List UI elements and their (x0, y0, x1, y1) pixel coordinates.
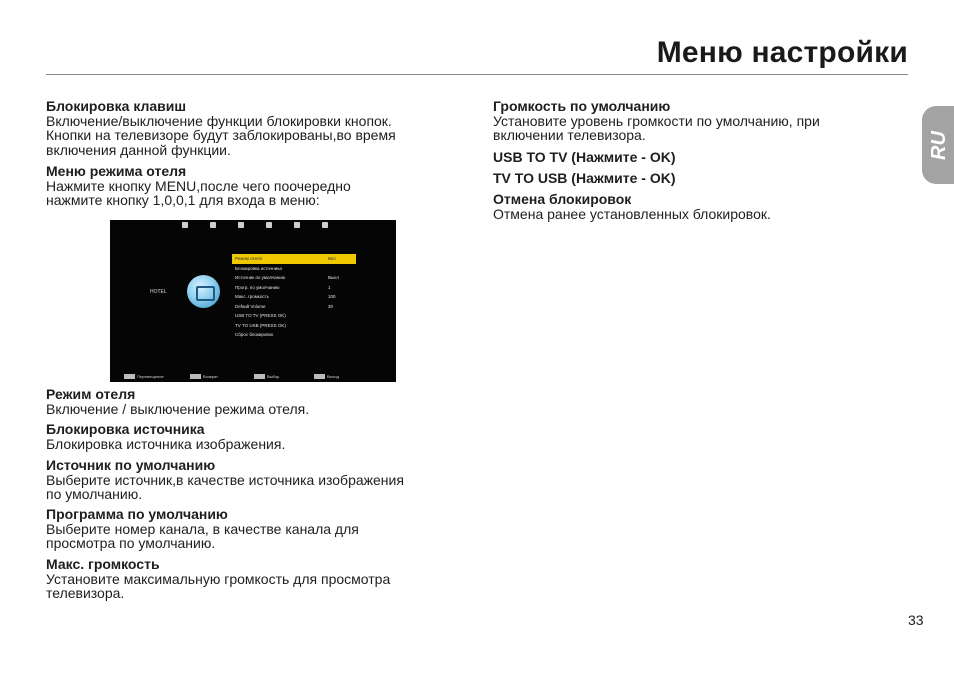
tv-menu-row: TV TO USB (PRESS OK) (235, 322, 286, 328)
section-heading: Отмена блокировок (493, 191, 632, 207)
section-usb-to-tv (493, 150, 676, 165)
section-hotel-mode (46, 387, 309, 416)
sound-icon (210, 222, 216, 228)
section-default-source (46, 458, 404, 502)
tv-menu-list (232, 254, 356, 340)
section-text: Включение/выключение функции блокировки кнопок. (46, 112, 392, 129)
tv-menu-row: Макс. громкость 100 (235, 294, 336, 299)
section-text: Отмена ранее установленных блокировок. (493, 205, 771, 222)
section-heading: USB TO TV (Нажмите - OK) (493, 149, 676, 165)
tv-menu-row: Прогр. по умолчанию 1 (235, 284, 331, 290)
section-default-program (46, 507, 359, 551)
section-heading: Блокировка клавиш (46, 98, 187, 114)
section-text: по умолчанию. (46, 486, 143, 502)
section-heading: Громкость по умолчанию (493, 98, 671, 114)
section-source-lock (46, 422, 285, 451)
tv-menu-row: Сброс блокировок (235, 332, 274, 337)
language-label: RU (928, 131, 950, 160)
tv-footer-key: Возврат (190, 374, 218, 379)
section-text: телевизора. (46, 585, 125, 601)
section-text: Выберите номер канала, в качестве канала для (46, 520, 359, 537)
section-heading: Источник по умолчанию (46, 457, 216, 473)
section-tv-to-usb (493, 171, 676, 186)
section-text: Блокировка источника изображения. (46, 435, 286, 452)
tv-menu-row: Блокировка источника (235, 265, 282, 271)
header-divider (46, 74, 908, 75)
lock-icon (322, 222, 328, 228)
hotel-icon (187, 275, 220, 308)
picture-icon (182, 222, 188, 228)
section-text: включении телевизора. (493, 127, 646, 143)
section-text: Установите максимальную громкость для просмотра (46, 570, 391, 587)
section-heading: Программа по умолчанию (46, 506, 228, 522)
section-text: Установите уровень громкости по умолчанию, при (493, 112, 820, 129)
section-heading: Блокировка источника (46, 421, 205, 437)
section-hotel-menu (46, 164, 351, 208)
section-heading: Режим отеля (46, 386, 136, 402)
tv-side-label: HOTEL (150, 289, 167, 295)
channel-icon (238, 222, 244, 228)
section-heading: Макс. громкость (46, 556, 160, 572)
page-number: 33 (908, 612, 924, 628)
section-text: нажмите кнопку 1,0,0,1 для входа в меню: (46, 192, 320, 208)
section-max-volume (46, 557, 390, 601)
section-text: просмотра по умолчанию. (46, 535, 216, 551)
tv-menu-row: Источник по умолчанию Выкл (235, 275, 339, 280)
section-key-lock (46, 99, 396, 157)
tv-menu-screenshot (110, 220, 396, 382)
tv-top-icon-bar (170, 220, 340, 230)
section-heading: TV TO USB (Нажмите - OK) (493, 170, 676, 186)
tv-footer-key: Выбор (254, 374, 279, 379)
settings-icon (294, 222, 300, 228)
section-default-volume (493, 99, 820, 143)
section-text: Кнопки на телевизоре будут заблокированы,во время (46, 127, 396, 143)
page-title: Меню настройки (656, 36, 908, 69)
tv-footer-keys (110, 372, 396, 382)
section-text: Нажмите кнопку MENU,после чего поочередно (46, 177, 351, 194)
tv-footer-key: Перемещение (124, 374, 164, 379)
tv-footer-key: Выход (314, 374, 339, 379)
section-text: Включение / выключение режима отеля. (46, 400, 310, 417)
tv-menu-row: Default Volume 30 (235, 303, 334, 309)
section-cancel-locks (493, 192, 771, 221)
tv-menu-row: USB TO TV (PRESS OK) (235, 313, 286, 318)
section-text: включения данной функции. (46, 141, 231, 158)
language-tab (922, 106, 954, 184)
section-heading: Меню режима отеля (46, 163, 187, 179)
tv-menu-row: Режим отеля Вкл (232, 254, 356, 264)
section-text: Выберите источник,в качестве источника изображения (46, 471, 404, 488)
time-icon (266, 222, 272, 228)
